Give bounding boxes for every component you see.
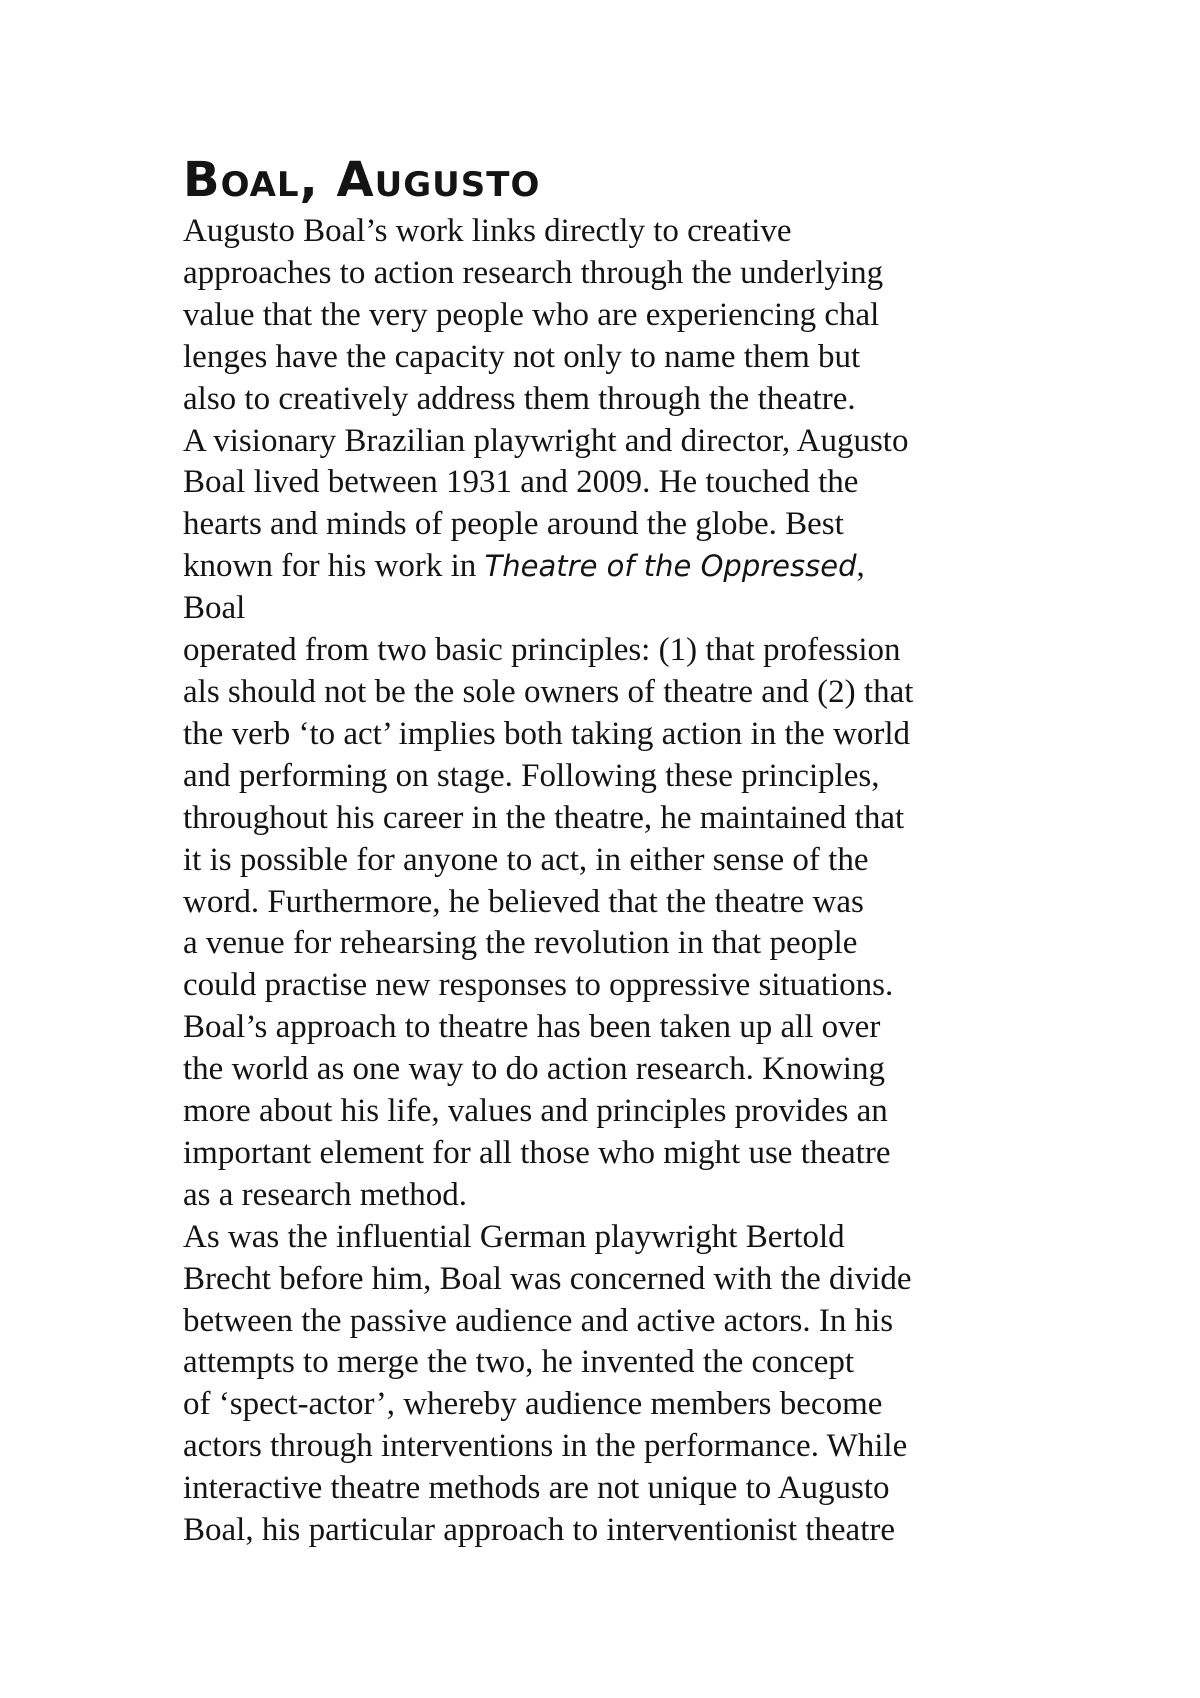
text-line: attempts to merge the two, he invented the concept bbox=[183, 1344, 855, 1381]
text-line: as a research method. bbox=[183, 1176, 468, 1213]
text-line: of ‘spect-actor’, whereby audience members become bbox=[183, 1386, 883, 1423]
text-line: throughout his career in the theatre, he maintained that bbox=[183, 799, 905, 836]
text-line: word. Furthermore, he believed that the theatre was bbox=[183, 883, 864, 920]
text-line: important element for all those who might use theatre bbox=[183, 1134, 891, 1171]
text-line: also to creatively address them through the theatre. bbox=[183, 380, 856, 417]
text-line: could practise new responses to oppressive situations. bbox=[183, 967, 894, 1004]
text-line: interactive theatre methods are not unique to Augusto bbox=[183, 1470, 890, 1507]
text-line: lenges have the capacity not only to name them but bbox=[183, 338, 861, 375]
text-fragment: known for his work in bbox=[183, 548, 485, 585]
text-line: operated from two basic principles: (1) that profession bbox=[183, 632, 901, 669]
book-title: Theatre of the Oppressed bbox=[484, 549, 857, 584]
entry-body bbox=[183, 211, 1043, 1552]
text-line: Boal lived between 1931 and 2009. He touched the bbox=[183, 464, 859, 501]
text-line: Boal’s approach to theatre has been taken up all over bbox=[183, 1009, 881, 1046]
text-line: it is possible for anyone to act, in either sense of the bbox=[183, 841, 869, 878]
text-line: Brecht before him, Boal was concerned with the divide bbox=[183, 1260, 912, 1297]
text-line: A visionary Brazilian playwright and director, Augusto bbox=[183, 422, 909, 459]
text-line: between the passive audience and active actors. In his bbox=[183, 1302, 894, 1339]
text-line: Augusto Boal’s work links directly to creative bbox=[183, 213, 792, 249]
text-line: the world as one way to do action research. Knowing bbox=[183, 1051, 885, 1088]
text-line: actors through interventions in the performance. While bbox=[183, 1428, 908, 1465]
entry-heading: Boal, Augusto bbox=[183, 152, 541, 208]
text-line: als should not be the sole owners of theatre and (2) that bbox=[183, 673, 914, 710]
text-line-with-title bbox=[183, 546, 1043, 588]
text-line: hearts and minds of people around the globe. Best bbox=[183, 506, 844, 543]
text-line: approaches to action research through the underlying bbox=[183, 254, 884, 291]
text-line: Boal bbox=[183, 590, 246, 627]
text-line: more about his life, values and principles provides an bbox=[183, 1093, 888, 1130]
text-line: value that the very people who are experiencing chal bbox=[183, 296, 880, 333]
text-line: a venue for rehearsing the revolution in that people bbox=[183, 925, 858, 962]
text-line: As was the influential German playwright Bertold bbox=[183, 1218, 845, 1255]
entry-content bbox=[183, 153, 1043, 1552]
text-fragment: , bbox=[856, 548, 865, 585]
text-line: Boal, his particular approach to interventionist theatre bbox=[183, 1512, 896, 1549]
text-line: and performing on stage. Following these principles, bbox=[183, 757, 880, 794]
text-line: the verb ‘to act’ implies both taking action in the world bbox=[183, 715, 911, 752]
